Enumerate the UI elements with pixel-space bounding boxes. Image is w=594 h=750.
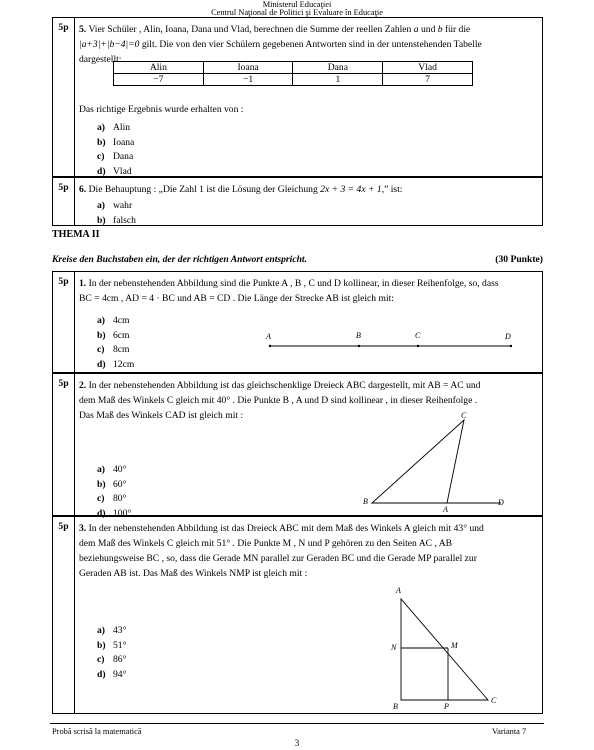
option-text: Ioana	[113, 136, 135, 148]
vertex-label: C	[461, 412, 467, 420]
point-label: B	[356, 331, 361, 340]
question-text-line-3: beziehungsweise BC , so, dass die Gerade MN parallel zur Geraden BC und die Gerade MP parallel zur	[79, 553, 477, 564]
option-text: 86°	[113, 654, 127, 665]
table-cell: −7	[114, 74, 204, 86]
table-cell: 7	[383, 74, 473, 86]
option-text: 51°	[113, 639, 127, 651]
vertex-label: B	[393, 702, 398, 711]
question-text: ,” ist:	[381, 184, 403, 195]
vertex-label: D	[498, 498, 504, 507]
question-5-box	[52, 17, 543, 177]
question-points: 5p	[53, 272, 75, 372]
question-number: 2.	[79, 380, 87, 391]
question-text: In der nebenstehenden Abbildung ist das gleichschenklige Dreieck ABC dargestellt, mit AB = AC und	[88, 380, 481, 391]
option-letter: c)	[97, 151, 105, 162]
question-5-line-1	[79, 22, 538, 37]
option-letter: a)	[97, 200, 105, 211]
option-letter: b)	[97, 639, 106, 651]
question-5-line-2	[79, 37, 538, 52]
question-text: In der nebenstehenden Abbildung ist das Dreieck ABC mit dem Maß des Winkels A gleich mit 43° und	[88, 523, 484, 534]
question-5-line-3: dargestellt:	[79, 54, 122, 65]
question-number: 5.	[79, 24, 87, 35]
triangle-abc	[401, 599, 488, 700]
question-prompt: Das richtige Ergebnis wurde erhalten von :	[79, 104, 244, 115]
option-text: 100°	[113, 507, 132, 519]
question-text: In der nebenstehenden Abbildung sind die Punkte A , B , C und D kollinear, in dieser Reihenfolge, so, dass	[88, 278, 499, 289]
question-text-line-4: Geraden AB ist. Das Maß des Winkels NMP ist gleich mit :	[79, 568, 308, 579]
option-text: 40°	[113, 464, 127, 475]
table-header-cell: Ioana	[203, 62, 293, 74]
table-cell: 1	[293, 74, 383, 86]
option-text: 8cm	[113, 344, 130, 355]
triangle-parallel-lines-figure	[391, 583, 521, 713]
option-letter: b)	[97, 478, 106, 490]
option-text: 12cm	[113, 358, 135, 370]
table-header-cell: Dana	[293, 62, 383, 74]
equation: |a+3|+|b−4|=0	[79, 39, 140, 50]
option-text: Alin	[113, 122, 131, 133]
question-points: 5p	[53, 374, 75, 515]
question-text-line-1	[79, 521, 538, 536]
option-letter: b)	[97, 214, 106, 226]
triangle-abc	[372, 420, 464, 503]
point-label: D	[505, 332, 511, 341]
point-marker	[269, 345, 271, 347]
question-text-line-1	[79, 276, 538, 291]
vertex-label: A	[443, 505, 448, 514]
option-letter: b)	[97, 329, 106, 341]
option-letter: c)	[97, 344, 105, 355]
question-text: gilt. Die von den vier Schülern gegebenen Antworten sind in der untenstehenden Tabelle	[141, 39, 482, 50]
option-d[interactable]	[79, 358, 538, 373]
option-text: falsch	[113, 214, 136, 226]
question-points: 5p	[53, 18, 75, 176]
point-marker	[358, 345, 360, 347]
option-letter: a)	[97, 122, 105, 133]
equation: 2x + 3 = 4x + 1	[320, 184, 382, 195]
vertex-label: A	[396, 586, 401, 595]
vertex-label: B	[363, 497, 368, 506]
option-text: wahr	[113, 200, 133, 211]
vertex-label: M	[451, 641, 458, 650]
question-text-line-3: Das Maß des Winkels CAD ist gleich mit :	[79, 410, 244, 421]
page-number: 3	[294, 738, 300, 748]
point-marker	[510, 345, 512, 347]
header-center: Centrul Naţional de Politici şi Evaluare în Educaţie	[211, 8, 383, 17]
conjunction: und	[420, 24, 436, 35]
table-header-cell: Alin	[114, 62, 204, 74]
question-text-line-2: BC = 4cm , AD = 4 · BC und AB = CD . Die Länge der Strecke AB ist gleich mit:	[79, 293, 394, 304]
footer-divider	[50, 723, 544, 724]
collinear-points-figure	[258, 326, 528, 354]
option-letter: d)	[97, 668, 106, 680]
option-letter: a)	[97, 315, 105, 326]
vertex-label: C	[491, 696, 497, 705]
isosceles-triangle-figure	[361, 412, 521, 514]
section-points: (30 Punkte)	[495, 254, 543, 265]
option-a[interactable]	[79, 199, 538, 214]
point-label: A	[266, 332, 271, 341]
question-text: für die	[444, 24, 471, 35]
question-text: Die Behauptung : „Die Zahl 1 ist die Lösung der Gleichung	[88, 184, 318, 195]
question-text-line-2: dem Maß des Winkels C gleich mit 51° . Die Punkte M , N und P gehören zu den Seiten AC , AB	[79, 538, 453, 549]
question-6-line-1	[79, 182, 538, 197]
option-letter: d)	[97, 358, 106, 370]
thema2-question-2-box	[52, 373, 543, 519]
footer-variant: Varianta 7	[492, 727, 527, 736]
option-text: 43°	[113, 625, 127, 636]
option-letter: d)	[97, 507, 106, 519]
option-b[interactable]	[79, 136, 243, 151]
question-number: 1.	[79, 278, 87, 289]
option-text: 4cm	[113, 315, 130, 326]
table-row	[114, 74, 473, 86]
option-text: 6cm	[113, 329, 130, 341]
option-letter: a)	[97, 464, 105, 475]
thema2-question-3-box	[52, 516, 543, 714]
answers-table	[113, 61, 473, 86]
question-text: Vier Schüler , Alin, Ioana, Dana und Vlad, berechnen die Summe der reellen Zahlen	[88, 24, 412, 35]
table-cell: −1	[203, 74, 293, 86]
table-header-row	[114, 62, 473, 74]
option-text: 80°	[113, 493, 127, 504]
footer-exam-title: Probă scrisă la matematică	[52, 727, 142, 736]
option-text: Vlad	[113, 165, 132, 177]
section-title: THEMA II	[52, 229, 100, 240]
header-ministry: Ministerul Educaţiei	[262, 0, 332, 9]
question-points: 5p	[53, 178, 75, 225]
vertex-label: P	[444, 702, 449, 711]
thema2-question-1-box	[52, 271, 543, 373]
option-letter: c)	[97, 654, 105, 665]
question-text-line-2: dem Maß des Winkels C gleich mit 40° . Die Punkte B , A und D sind kollinear , in dieser Reihenfolge .	[79, 395, 478, 406]
variable-a: a	[413, 24, 419, 35]
question-points: 5p	[53, 517, 75, 713]
option-letter: c)	[97, 493, 105, 504]
question-number: 3.	[79, 523, 87, 534]
option-letter: b)	[97, 136, 106, 148]
option-letter: d)	[97, 165, 106, 177]
vertex-label: N	[391, 643, 397, 652]
option-b[interactable]	[79, 214, 538, 229]
instruction-text: Kreise den Buchstaben ein, der der richtigen Antwort entspricht.	[52, 254, 307, 265]
question-number: 6.	[79, 184, 87, 195]
option-a[interactable]	[79, 121, 243, 136]
variable-b: b	[437, 24, 443, 35]
option-text: 60°	[113, 478, 127, 490]
option-c[interactable]	[79, 150, 243, 165]
section-instruction	[52, 254, 543, 265]
option-letter: a)	[97, 625, 105, 636]
option-text: Dana	[113, 151, 134, 162]
point-marker	[417, 345, 419, 347]
option-text: 94°	[113, 668, 127, 680]
question-6-box	[52, 177, 543, 226]
table-header-cell: Vlad	[383, 62, 473, 74]
point-label: C	[415, 331, 421, 340]
question-text-line-1	[79, 378, 538, 393]
